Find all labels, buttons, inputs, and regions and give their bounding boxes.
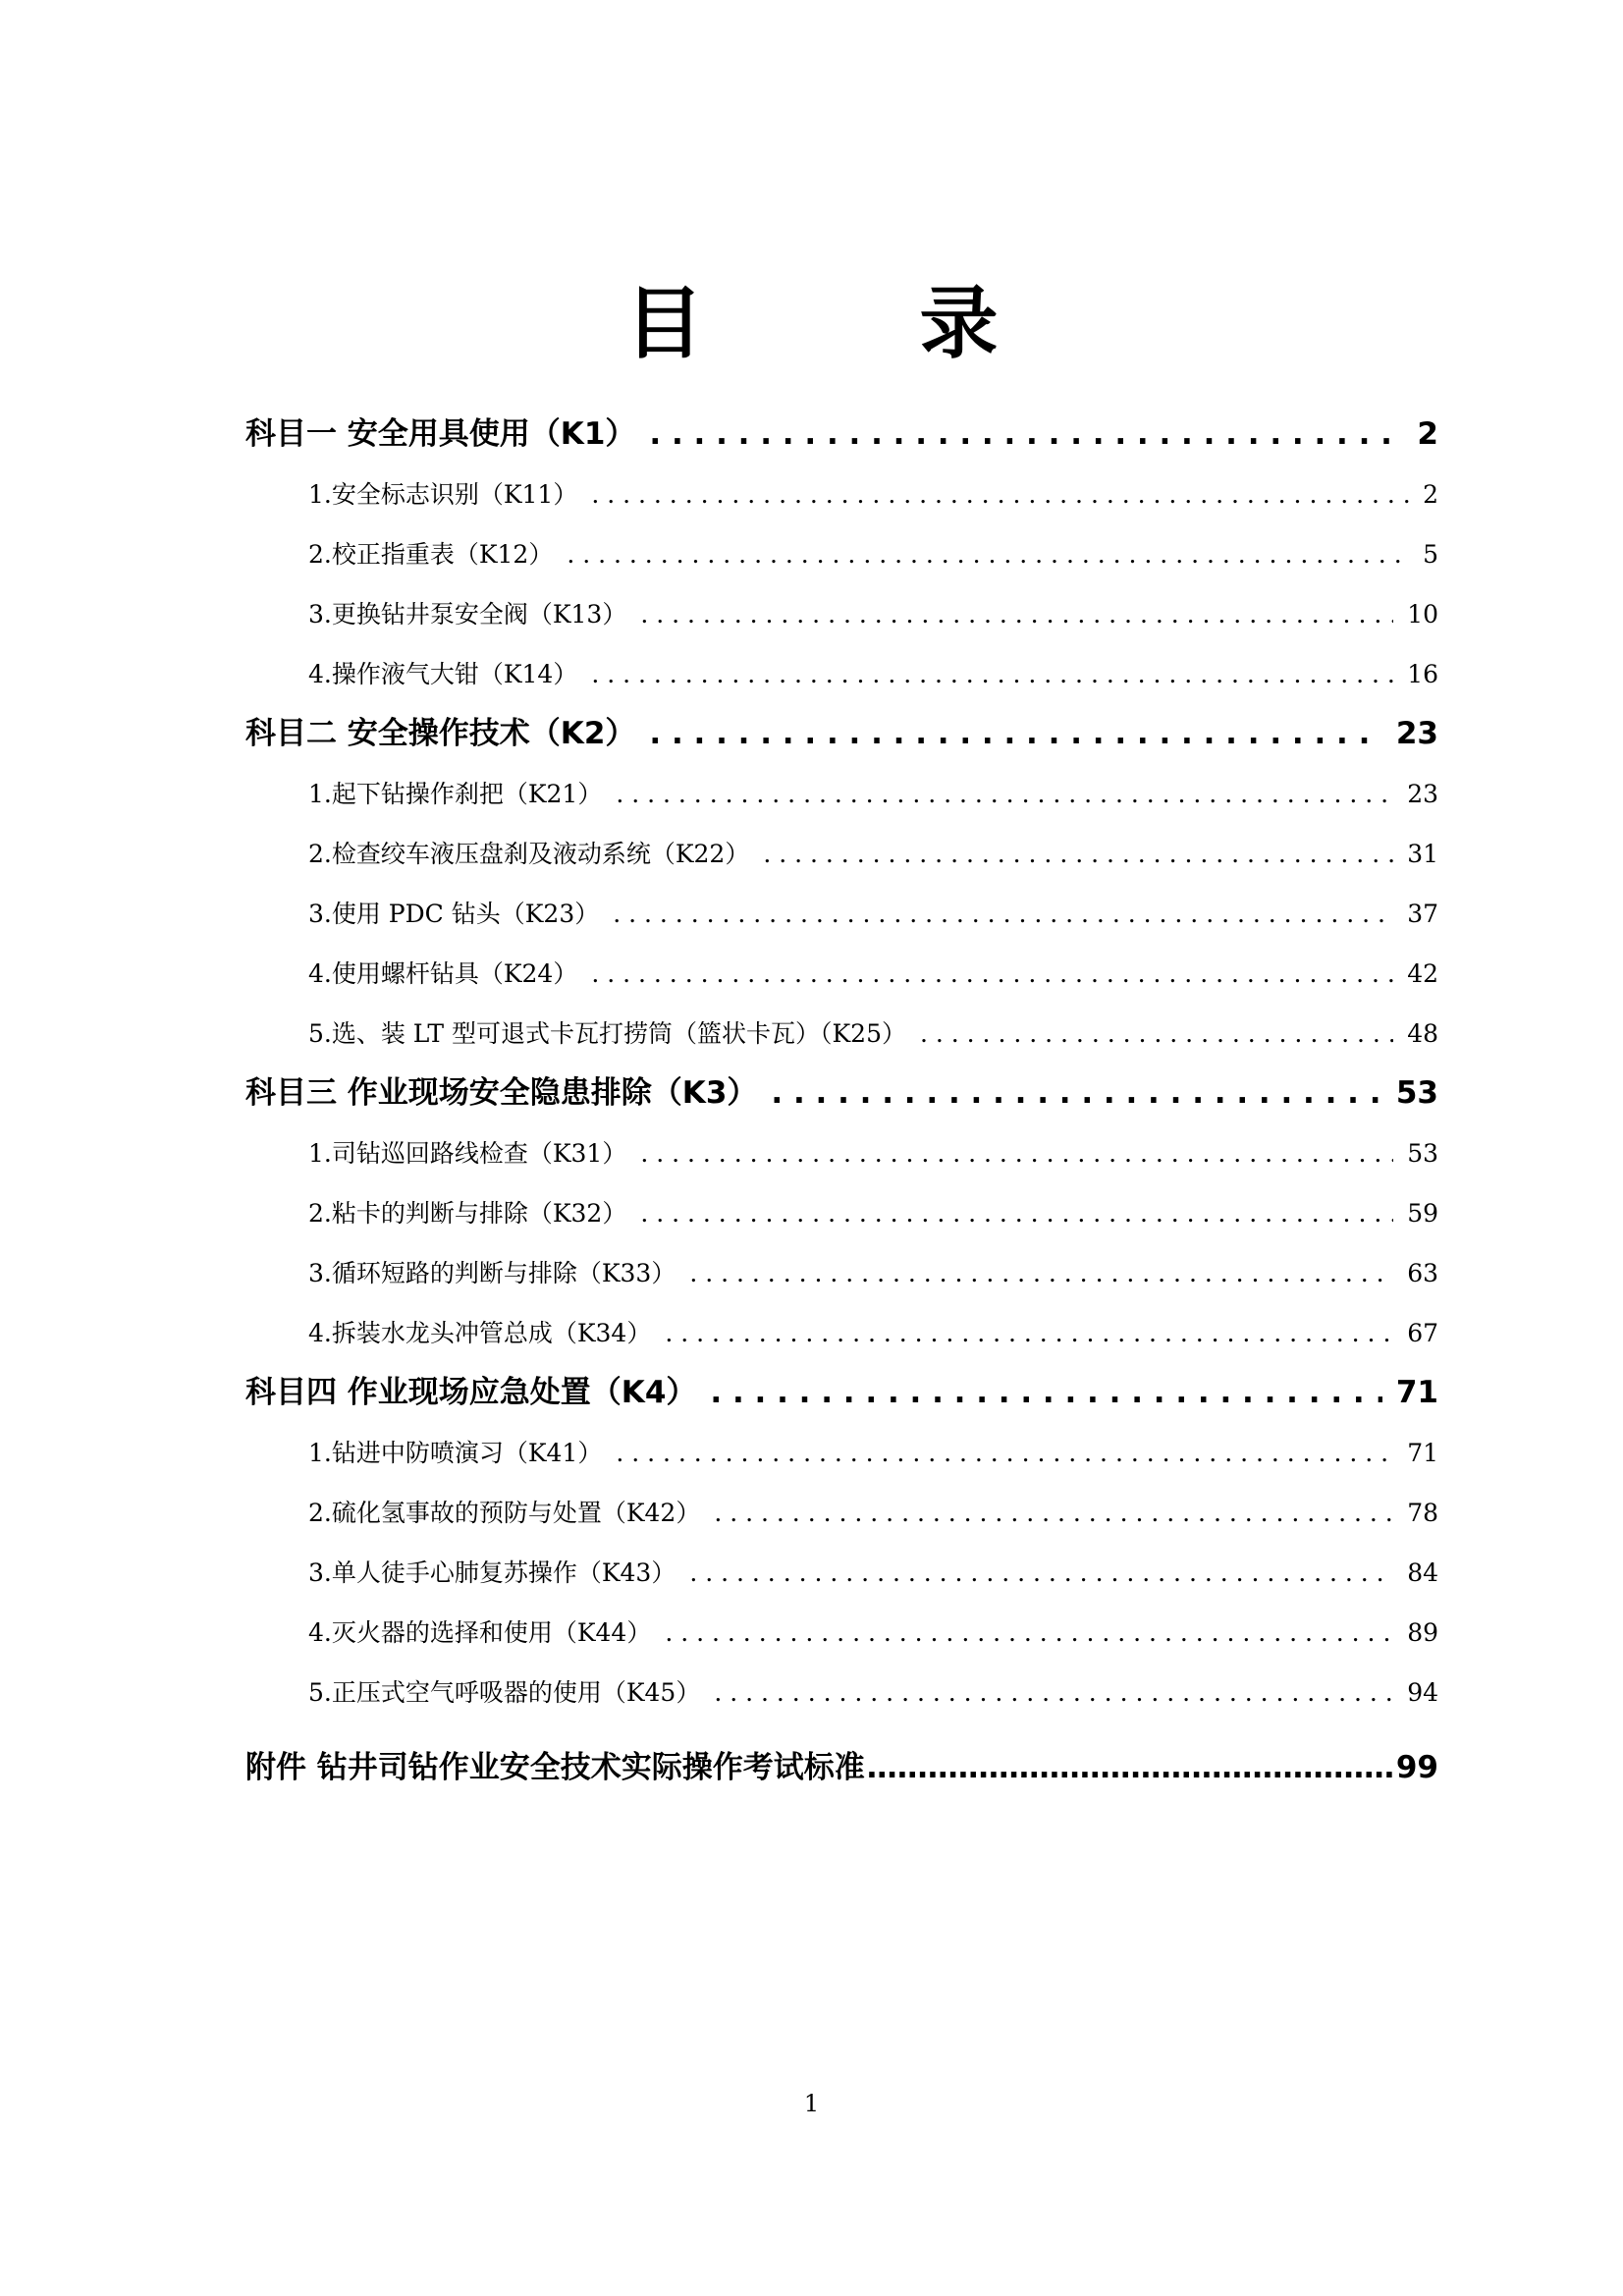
entry-label: 2.检查绞车液压盘刹及液动系统（K22） bbox=[308, 840, 750, 868]
entry-page: 23 bbox=[1407, 780, 1438, 808]
appendix-label: 附件 钻井司钻作业安全技术实际操作考试标准 bbox=[245, 1750, 865, 1785]
entry-label: 1.安全标志识别（K11） bbox=[308, 480, 578, 509]
chapter-page: 2 bbox=[1417, 416, 1438, 452]
toc-entry[interactable] bbox=[245, 584, 1438, 644]
toc-appendix[interactable] bbox=[245, 1736, 1438, 1799]
dot-leader bbox=[649, 704, 1381, 764]
chapter-page: 23 bbox=[1395, 716, 1438, 751]
entry-label: 3.使用 PDC 钻头（K23） bbox=[308, 900, 600, 928]
toc-entry[interactable] bbox=[245, 944, 1438, 1004]
entry-page: 48 bbox=[1407, 1019, 1438, 1048]
chapter-label: 科目三 作业现场安全隐患排除（K3） bbox=[245, 1075, 758, 1111]
entry-label: 3.更换钻井泵安全阀（K13） bbox=[308, 600, 627, 629]
dot-leader bbox=[613, 884, 1393, 944]
entry-label: 1.起下钻操作刹把（K21） bbox=[308, 780, 603, 808]
entry-label: 2.硫化氢事故的预防与处置（K42） bbox=[308, 1499, 701, 1527]
chapter-page: 53 bbox=[1395, 1075, 1438, 1111]
entry-label: 2.校正指重表（K12） bbox=[308, 540, 554, 569]
dot-leader bbox=[616, 764, 1393, 824]
entry-label: 3.单人徒手心肺复苏操作（K43） bbox=[308, 1558, 676, 1587]
toc-entry[interactable] bbox=[245, 884, 1438, 944]
toc-entry[interactable] bbox=[245, 1123, 1438, 1183]
chapter-label: 科目四 作业现场应急处置（K4） bbox=[245, 1375, 697, 1410]
toc-chapter-4[interactable] bbox=[245, 1363, 1438, 1423]
table-of-contents bbox=[245, 405, 1438, 1799]
toc-entry[interactable] bbox=[245, 1303, 1438, 1363]
dot-leader bbox=[640, 584, 1393, 644]
entry-page: 71 bbox=[1407, 1439, 1438, 1467]
dot-leader bbox=[689, 1543, 1393, 1603]
entry-page: 5 bbox=[1423, 540, 1438, 569]
toc-entry[interactable] bbox=[245, 1663, 1438, 1722]
entry-page: 53 bbox=[1407, 1139, 1438, 1168]
toc-entry[interactable] bbox=[245, 524, 1438, 584]
entry-page: 31 bbox=[1407, 840, 1438, 868]
entry-label: 1.司钻巡回路线检查（K31） bbox=[308, 1139, 627, 1168]
dot-leader bbox=[640, 1123, 1393, 1183]
dot-leader bbox=[867, 1736, 1394, 1799]
entry-label: 5.正压式空气呼吸器的使用（K45） bbox=[308, 1678, 701, 1707]
toc-chapter-3[interactable] bbox=[245, 1064, 1438, 1123]
dot-leader bbox=[771, 1064, 1381, 1123]
dot-leader bbox=[640, 1183, 1393, 1243]
entry-label: 5.选、装 LT 型可退式卡瓦打捞筒（篮状卡瓦）（K25） bbox=[308, 1019, 906, 1048]
dot-leader bbox=[591, 944, 1393, 1004]
dot-leader bbox=[920, 1004, 1393, 1064]
entry-page: 78 bbox=[1407, 1499, 1438, 1527]
entry-label: 2.粘卡的判断与排除（K32） bbox=[308, 1199, 627, 1228]
dot-leader bbox=[710, 1363, 1381, 1423]
toc-entry[interactable] bbox=[245, 1243, 1438, 1303]
dot-leader bbox=[665, 1303, 1393, 1363]
dot-leader bbox=[567, 524, 1409, 584]
toc-entry[interactable] bbox=[245, 764, 1438, 824]
entry-page: 10 bbox=[1407, 600, 1438, 629]
entry-page: 37 bbox=[1407, 900, 1438, 928]
entry-label: 1.钻进中防喷演习（K41） bbox=[308, 1439, 603, 1467]
toc-entry[interactable] bbox=[245, 1423, 1438, 1483]
dot-leader bbox=[714, 1663, 1393, 1722]
chapter-label: 科目一 安全用具使用（K1） bbox=[245, 416, 636, 452]
dot-leader bbox=[763, 824, 1393, 884]
entry-page: 89 bbox=[1407, 1618, 1438, 1647]
chapter-page: 71 bbox=[1395, 1375, 1438, 1410]
entry-label: 3.循环短路的判断与排除（K33） bbox=[308, 1259, 676, 1287]
toc-entry[interactable] bbox=[245, 1543, 1438, 1603]
dot-leader bbox=[616, 1423, 1393, 1483]
toc-entry[interactable] bbox=[245, 824, 1438, 884]
entry-label: 4.拆装水龙头冲管总成（K34） bbox=[308, 1319, 652, 1347]
entry-page: 16 bbox=[1407, 660, 1438, 688]
toc-entry[interactable] bbox=[245, 1603, 1438, 1663]
page-number: 1 bbox=[803, 2090, 820, 2117]
entry-page: 63 bbox=[1407, 1259, 1438, 1287]
dot-leader bbox=[714, 1483, 1393, 1543]
entry-page: 42 bbox=[1407, 959, 1438, 988]
toc-entry[interactable] bbox=[245, 644, 1438, 704]
dot-leader bbox=[649, 405, 1403, 465]
entry-page: 94 bbox=[1407, 1678, 1438, 1707]
chapter-label: 科目二 安全操作技术（K2） bbox=[245, 716, 636, 751]
entry-page: 2 bbox=[1423, 480, 1438, 509]
toc-entry[interactable] bbox=[245, 1483, 1438, 1543]
toc-chapter-2[interactable] bbox=[245, 704, 1438, 764]
toc-entry[interactable] bbox=[245, 1004, 1438, 1064]
toc-chapter-1[interactable] bbox=[245, 405, 1438, 465]
entry-page: 67 bbox=[1407, 1319, 1438, 1347]
page-title: 目 录 bbox=[624, 278, 1067, 369]
entry-label: 4.操作液气大钳（K14） bbox=[308, 660, 578, 688]
appendix-page: 99 bbox=[1395, 1750, 1438, 1785]
entry-label: 4.灭火器的选择和使用（K44） bbox=[308, 1618, 652, 1647]
entry-page: 84 bbox=[1407, 1558, 1438, 1587]
dot-leader bbox=[689, 1243, 1393, 1303]
dot-leader bbox=[591, 644, 1393, 704]
entry-label: 4.使用螺杆钻具（K24） bbox=[308, 959, 578, 988]
toc-entry[interactable] bbox=[245, 1183, 1438, 1243]
toc-entry[interactable] bbox=[245, 465, 1438, 524]
entry-page: 59 bbox=[1407, 1199, 1438, 1228]
dot-leader bbox=[665, 1603, 1393, 1663]
dot-leader bbox=[591, 465, 1409, 524]
